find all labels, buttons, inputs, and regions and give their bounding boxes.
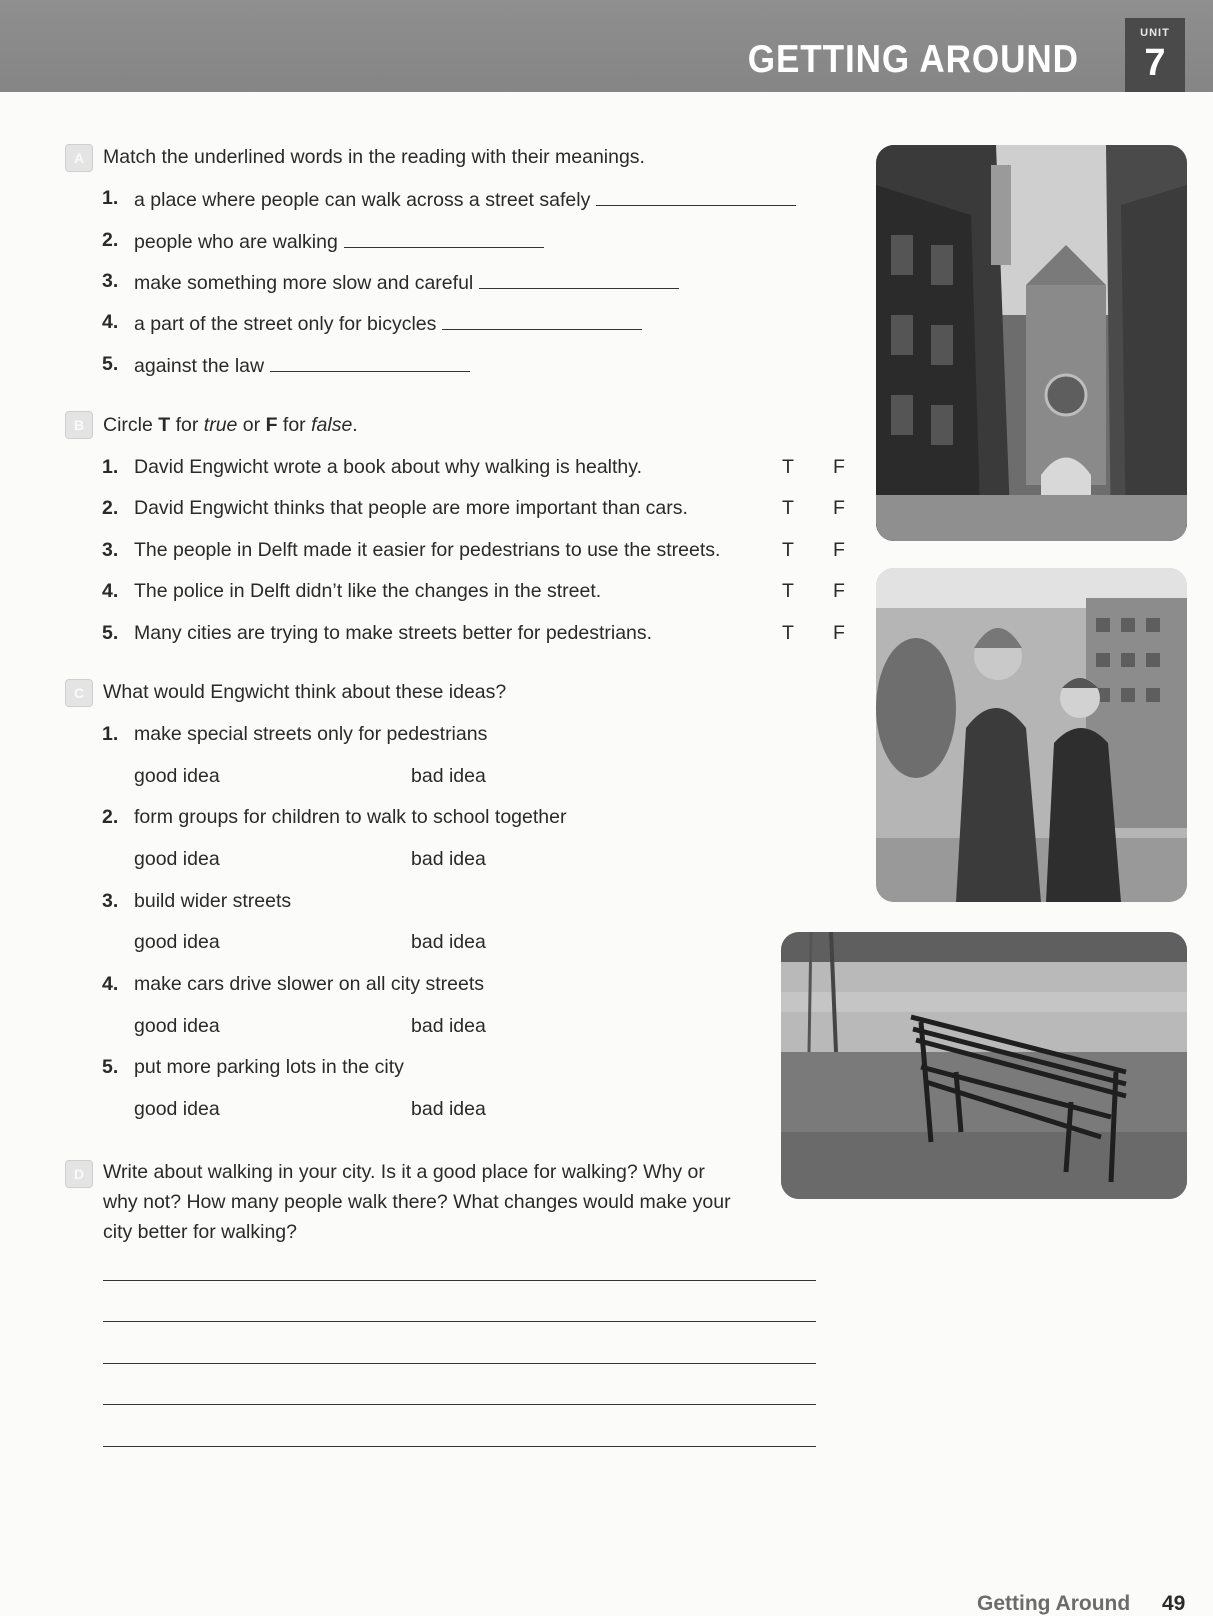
section-c-item-number: 1. [102,723,119,745]
true-option[interactable]: T [782,456,794,478]
section-c-idea: build wider streets [134,890,292,912]
section-b-item-number: 1. [102,456,119,478]
section-b-instruction: Circle T for true or F for false. [103,414,358,436]
unit-badge [1125,18,1185,92]
answer-blank[interactable] [596,187,796,206]
section-d-icon: D [65,1160,93,1188]
section-a-item-number: 4. [102,311,119,333]
false-option[interactable]: F [833,456,845,478]
writing-line[interactable] [103,1280,816,1281]
bad-idea-option[interactable]: bad idea [411,931,486,953]
unit-label: UNIT [1140,27,1170,39]
section-a-item-number: 1. [102,187,119,209]
bad-idea-option[interactable]: bad idea [411,765,486,787]
section-b-icon: B [65,411,93,439]
couple-walking-photo [876,568,1187,902]
section-a-item-text: against the law [134,355,265,377]
section-a-item [134,187,796,212]
clock-tower-street-photo [876,145,1187,541]
bad-idea-option[interactable]: bad idea [411,1015,486,1037]
section-b-item-number: 4. [102,580,119,602]
section-a-item [134,229,544,254]
section-c-item-number: 3. [102,890,119,912]
writing-line[interactable] [103,1321,816,1322]
section-a-item-number: 5. [102,353,119,375]
section-b-statement: David Engwicht wrote a book about why walking is healthy. [134,456,642,478]
unit-title: GETTING AROUND [747,38,1079,81]
true-option[interactable]: T [782,580,794,602]
good-idea-option[interactable]: good idea [134,931,220,953]
writing-line[interactable] [103,1363,816,1364]
answer-blank[interactable] [479,270,679,289]
section-b-statement: David Engwicht thinks that people are more important than cars. [134,497,688,519]
false-option[interactable]: F [833,622,845,644]
section-c-icon: C [65,679,93,707]
section-d-instruction-line: Write about walking in your city. Is it a good place for walking? Why or [103,1161,705,1183]
false-option[interactable]: F [833,497,845,519]
unit-number: 7 [1144,42,1166,84]
true-option[interactable]: T [782,539,794,561]
section-b-item-number: 3. [102,539,119,561]
section-c-idea: put more parking lots in the city [134,1056,404,1078]
good-idea-option[interactable]: good idea [134,1015,220,1037]
writing-line[interactable] [103,1446,816,1447]
section-a-item-text: make something more slow and careful [134,272,474,294]
section-c-item-number: 4. [102,973,119,995]
section-a-item-text: a place where people can walk across a street safely [134,189,591,211]
section-a-item [134,311,642,336]
section-a-item-text: a part of the street only for bicycles [134,313,437,335]
good-idea-option[interactable]: good idea [134,848,220,870]
section-c-item-number: 5. [102,1056,119,1078]
section-b-statement: Many cities are trying to make streets better for pedestrians. [134,622,653,644]
true-option[interactable]: T [782,622,794,644]
page-number: 49 [1162,1592,1186,1615]
false-option[interactable]: F [833,539,845,561]
park-bench-photo [781,932,1187,1199]
section-a-instruction: Match the underlined words in the reading with their meanings. [103,146,645,168]
answer-blank[interactable] [344,229,544,248]
section-c-idea: form groups for children to walk to school together [134,806,567,828]
section-a-item [134,353,470,378]
good-idea-option[interactable]: good idea [134,765,220,787]
section-a-item-number: 2. [102,229,119,251]
section-b-statement: The police in Delft didn’t like the changes in the street. [134,580,602,602]
section-c-instruction: What would Engwicht think about these ideas? [103,681,507,703]
writing-line[interactable] [103,1404,816,1405]
false-option[interactable]: F [833,580,845,602]
bad-idea-option[interactable]: bad idea [411,848,486,870]
section-d-instruction-line: city better for walking? [103,1221,298,1243]
section-c-item-number: 2. [102,806,119,828]
section-a-item [134,270,679,295]
section-a-icon: A [65,144,93,172]
answer-blank[interactable] [270,353,470,372]
true-option[interactable]: T [782,497,794,519]
section-a-item-text: people who are walking [134,231,338,253]
section-a-item-number: 3. [102,270,119,292]
section-c-idea: make cars drive slower on all city streets [134,973,485,995]
section-b-statement: The people in Delft made it easier for pedestrians to use the streets. [134,539,721,561]
answer-blank[interactable] [442,311,642,330]
section-d-instruction-line: why not? How many people walk there? What changes would make your [103,1191,731,1213]
section-b-item-number: 2. [102,497,119,519]
bad-idea-option[interactable]: bad idea [411,1098,486,1120]
good-idea-option[interactable]: good idea [134,1098,220,1120]
footer-title: Getting Around [977,1592,1131,1615]
section-b-item-number: 5. [102,622,119,644]
section-c-idea: make special streets only for pedestrians [134,723,488,745]
